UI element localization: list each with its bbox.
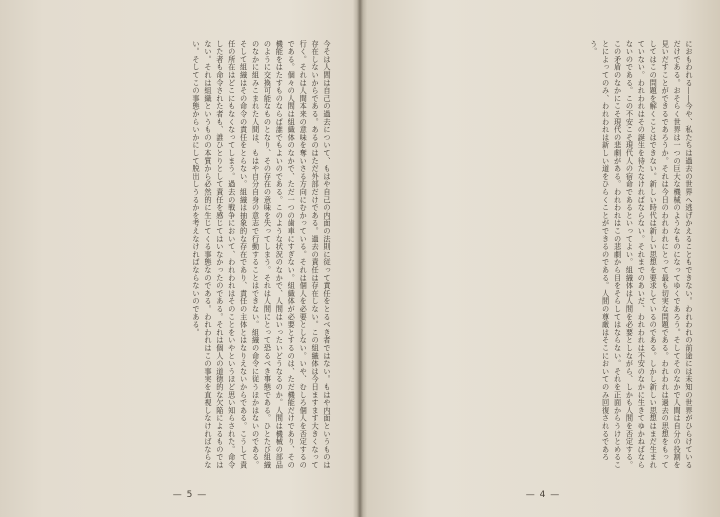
left-page-number: — 5 — — [172, 490, 208, 500]
right-page-body-text: におもわれる――今や、私たちは過去の世界へ逃げかえることもできない。われわれの前途には未知の世界がひらけているだけである。おそらく世界は一つの巨大な機械のようなものになってゆくであろう。そしてそのなかで人間は自分の役割を見いだすことができるであろうか。それは今日のわれわれにとって最も切実な問題である。われわれは過去の思想をもってしてはこの問題を解くことはできない。新しい時代は新しい思想を要求しているのである。しかし新しい思想はまだ生まれていない。われわれはその誕生を待たなければならない。それまでのあいだ、われわれは不安のなかに生きてゆかねばならないのである。この不安こそ現代人の宿命であるといってよい。組織体は人間を必要としながら、しかも人間を否定する。この矛盾のなかにこそ現代の悲劇がある。われわれはこの悲劇から目をそらしてはならない。それを正面からうけとめることによってのみ、われわれは新しい道をひらくことができるのである。人間の尊厳はそこにおいてのみ回復されるであろう。 — [589, 40, 694, 469]
left-page-body-text: 今そは人間は自己の過去について、もはや自己の内面の法則に従って責任をとるべき者ではない。もはや内面というものは存在しないからである。あるのはただ外部だけである。過去の責任は存在しない。この組織体は今日ますます大きくなって行く。それは人間本来の意味を奪いさる方向にむかっている。それは個人を必要としない。いや、むしろ個人を否定するのである。個々の人間は組織体のなかで、ただ一つの歯車にすぎない。組織体が必要とするのは、ただ機能だけであり、その機能をはたすものならば誰でもよいのである。このような状況のなかで、人間はいったいどうなるのか。人間は機械の部品のように交換可能なものとなり、その存在の意味を失ってしまう。それは人間にとって恐るべき事態である。ひとたび組織のなかに組みこまれた人間は、もはや自分自身の意志で行動することはできない。組織の命令に従うほかはないのである。そして組織はその命令の責任をとらない。組織は抽象的な存在であり、責任の主体とはなりえないからである。こうして責任の所在はどこにもなくなってしまう。過去の戦争において、われわれはそのことをいやというほど思い知らされた。命令した者も命令された者も、誰ひとりとして責任を感じてはいなかったのである。それは個人の道徳的な欠陥によるものではない。それは組織というものの本質から必然的に生じてくる事態なのである。われわれはこの事実を直視しなければならない。そしてこの事態からいかにして脱出しうるかを考えなければならないのである。 — [192, 40, 332, 469]
right-page-number: — 4 — — [525, 490, 561, 500]
left-page — [0, 0, 357, 517]
right-page — [363, 0, 720, 517]
